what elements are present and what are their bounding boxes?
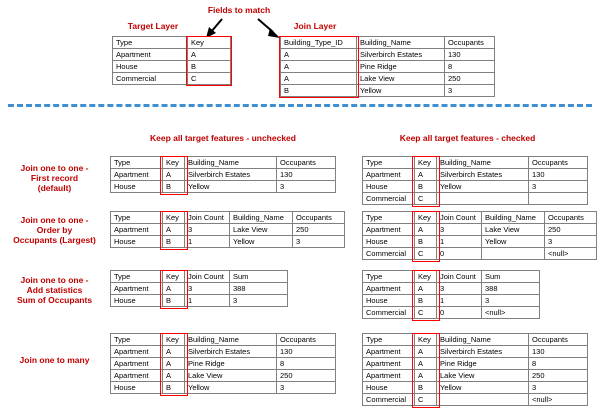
table-row (281, 61, 495, 73)
table-header-row (111, 334, 336, 346)
column-header: Occupants (277, 157, 336, 169)
cell: Yellow (185, 181, 277, 193)
cell: Apartment (111, 169, 163, 181)
cell: Lake View (230, 224, 293, 236)
fields-to-match-label: Fields to match (207, 5, 271, 15)
cell (529, 193, 588, 205)
cell: 130 (277, 169, 336, 181)
cell: A (188, 49, 231, 61)
cell: 3 (529, 181, 588, 193)
cell: Commercial (363, 394, 415, 406)
cell: House (111, 181, 163, 193)
cell: 8 (445, 61, 495, 73)
column-header-unchecked: Keep all target features - unchecked (150, 133, 296, 143)
row-label-line: Add statistics (26, 285, 83, 296)
table-row (111, 224, 345, 236)
cell: 3 (277, 181, 336, 193)
cell: B (415, 236, 437, 248)
cell: A (163, 346, 185, 358)
cell: 3 (482, 295, 540, 307)
table-row (113, 49, 231, 61)
cell: 3 (437, 224, 482, 236)
column-header: Building_Name (185, 334, 277, 346)
cell: 3 (293, 236, 345, 248)
table-r3c2 (362, 270, 540, 319)
cell: Yellow (437, 181, 529, 193)
cell: C (415, 394, 437, 406)
column-header: Building_Name (185, 157, 277, 169)
cell (437, 193, 529, 205)
row-label-line: Order by (36, 225, 73, 236)
table-r2c2-wrapper (362, 211, 597, 260)
table-row (363, 283, 540, 295)
row-label-order-by (2, 215, 107, 246)
cell: Apartment (363, 224, 415, 236)
cell: 130 (529, 346, 588, 358)
cell: 1 (437, 295, 482, 307)
table-r1c2 (362, 156, 588, 205)
cell: A (415, 169, 437, 181)
cell: Silverbirch Estates (185, 346, 277, 358)
cell: B (415, 181, 437, 193)
table-r4c2-wrapper (362, 333, 588, 406)
cell: A (415, 358, 437, 370)
cell: Apartment (111, 358, 163, 370)
cell: A (415, 283, 437, 295)
column-header: Occupants (293, 212, 345, 224)
table-row (111, 370, 336, 382)
cell: B (163, 295, 185, 307)
cell: C (415, 248, 437, 260)
column-header: Building_Type_ID (281, 37, 357, 49)
column-header: Join Count (437, 271, 482, 283)
cell: House (111, 295, 163, 307)
table-row (363, 382, 588, 394)
cell: A (281, 61, 357, 73)
cell: Silverbirch Estates (357, 49, 445, 61)
cell: Pine Ridge (357, 61, 445, 73)
table-row (111, 236, 345, 248)
cell: House (113, 61, 188, 73)
row-label-line: (default) (37, 183, 72, 194)
cell: C (415, 193, 437, 205)
row-label-line: Occupants (Largest) (13, 235, 96, 246)
cell: 8 (277, 358, 336, 370)
table-header-row (111, 157, 336, 169)
cell (482, 248, 545, 260)
table-header-row (111, 271, 288, 283)
table-row (363, 358, 588, 370)
column-header: Sum (482, 271, 540, 283)
cell: 130 (445, 49, 495, 61)
cell: Lake View (437, 370, 529, 382)
cell: A (415, 224, 437, 236)
cell: 130 (277, 346, 336, 358)
cell: Apartment (111, 370, 163, 382)
cell: B (163, 236, 185, 248)
cell: Silverbirch Estates (437, 346, 529, 358)
target-layer-label: Target Layer (127, 21, 179, 31)
cell: Yellow (230, 236, 293, 248)
column-header: Join Count (185, 271, 230, 283)
cell: House (111, 236, 163, 248)
cell: Yellow (357, 85, 445, 97)
table-row (363, 181, 588, 193)
cell: 3 (185, 283, 230, 295)
row-label-add-statistics (2, 275, 107, 306)
column-header: Type (111, 157, 163, 169)
table-row (363, 346, 588, 358)
column-header: Building_Name (230, 212, 293, 224)
column-header: Key (415, 271, 437, 283)
column-header-checked: Keep all target features - checked (399, 133, 536, 143)
cell: Apartment (363, 358, 415, 370)
cell: C (415, 307, 437, 319)
table-row (281, 73, 495, 85)
join-layer-table-wrapper (280, 36, 495, 97)
cell: B (281, 85, 357, 97)
cell: Apartment (363, 346, 415, 358)
column-header: Type (363, 212, 415, 224)
row-label-line: Sum of Occupants (16, 295, 93, 306)
cell: 250 (445, 73, 495, 85)
table-row (363, 248, 597, 260)
table-row (363, 169, 588, 181)
column-header: Occupants (545, 212, 597, 224)
table-row (363, 370, 588, 382)
cell: B (163, 181, 185, 193)
column-header: Building_Name (437, 334, 529, 346)
cell: Commercial (363, 193, 415, 205)
cell: A (163, 283, 185, 295)
table-r2c1 (110, 211, 345, 248)
cell: <null> (529, 394, 588, 406)
row-label-line: Join one to one - (20, 163, 89, 173)
table-row (363, 193, 588, 205)
cell: Lake View (185, 370, 277, 382)
cell: A (163, 169, 185, 181)
table-row (363, 394, 588, 406)
column-header: Occupants (529, 334, 588, 346)
table-header-row (281, 37, 495, 49)
cell: 0 (437, 307, 482, 319)
cell: Apartment (363, 283, 415, 295)
column-header: Key (188, 37, 231, 49)
table-row (363, 236, 597, 248)
cell: 3 (437, 283, 482, 295)
cell: B (415, 295, 437, 307)
column-header: Type (111, 212, 163, 224)
cell: 1 (437, 236, 482, 248)
row-label-line: Join one to one - (20, 275, 89, 285)
row-label-first-record (2, 163, 107, 194)
cell: A (281, 73, 357, 85)
table-r2c2 (362, 211, 597, 260)
table-r4c1 (110, 333, 336, 394)
table-r1c2-wrapper (362, 156, 588, 205)
cell: 250 (277, 370, 336, 382)
column-header: Building_Name (482, 212, 545, 224)
cell: Commercial (113, 73, 188, 85)
cell: Yellow (482, 236, 545, 248)
table-row (111, 283, 288, 295)
cell: C (188, 73, 231, 85)
table-r1c1-wrapper (110, 156, 336, 193)
cell: Pine Ridge (437, 358, 529, 370)
column-header: Type (363, 271, 415, 283)
join-layer-label: Join Layer (293, 21, 337, 31)
cell: <null> (482, 307, 540, 319)
target-layer-table (112, 36, 231, 85)
column-header: Occupants (277, 334, 336, 346)
column-header: Occupants (529, 157, 588, 169)
cell: <null> (545, 248, 597, 260)
table-row (281, 49, 495, 61)
cell: B (415, 382, 437, 394)
cell: 0 (437, 248, 482, 260)
cell: A (163, 370, 185, 382)
table-header-row (363, 271, 540, 283)
cell: Apartment (113, 49, 188, 61)
column-header: Key (415, 212, 437, 224)
column-header: Type (111, 334, 163, 346)
table-header-row (113, 37, 231, 49)
column-header: Sum (230, 271, 288, 283)
cell: House (363, 181, 415, 193)
cell: A (163, 224, 185, 236)
table-row (111, 181, 336, 193)
table-r4c2 (362, 333, 588, 406)
table-row (363, 295, 540, 307)
cell: 1 (185, 236, 230, 248)
cell: 3 (277, 382, 336, 394)
cell: House (363, 236, 415, 248)
table-r3c1 (110, 270, 288, 307)
table-row (281, 85, 495, 97)
table-row (113, 73, 231, 85)
cell: 388 (230, 283, 288, 295)
cell: Yellow (185, 382, 277, 394)
cell: A (415, 370, 437, 382)
column-header: Type (111, 271, 163, 283)
target-layer-table-wrapper (112, 36, 231, 85)
cell: House (363, 382, 415, 394)
cell: 3 (529, 382, 588, 394)
row-label-line: Join one to one - (20, 215, 89, 225)
column-header: Join Count (437, 212, 482, 224)
table-row (363, 224, 597, 236)
row-label-one-to-many (2, 355, 107, 365)
cell: 3 (230, 295, 288, 307)
cell: House (111, 382, 163, 394)
table-r3c2-wrapper (362, 270, 540, 319)
column-header: Key (415, 334, 437, 346)
column-header: Type (363, 157, 415, 169)
cell: 388 (482, 283, 540, 295)
column-header: Occupants (445, 37, 495, 49)
cell: B (188, 61, 231, 73)
cell: 3 (545, 236, 597, 248)
cell: Commercial (363, 307, 415, 319)
table-row (363, 307, 540, 319)
cell: Commercial (363, 248, 415, 260)
cell: 8 (529, 358, 588, 370)
column-header: Join Count (185, 212, 230, 224)
cell: House (363, 295, 415, 307)
table-r3c1-wrapper (110, 270, 288, 307)
cell: 250 (545, 224, 597, 236)
cell: A (415, 346, 437, 358)
row-label-line: Join one to many (19, 355, 90, 365)
column-header: Building_Name (437, 157, 529, 169)
cell: Lake View (357, 73, 445, 85)
cell: Silverbirch Estates (437, 169, 529, 181)
table-r4c1-wrapper (110, 333, 336, 394)
table-r1c1 (110, 156, 336, 193)
table-row (113, 61, 231, 73)
cell: 130 (529, 169, 588, 181)
column-header: Key (163, 271, 185, 283)
cell: B (163, 382, 185, 394)
table-row (111, 295, 288, 307)
cell: A (281, 49, 357, 61)
column-header: Key (163, 212, 185, 224)
table-header-row (363, 212, 597, 224)
cell: A (163, 358, 185, 370)
cell: 3 (445, 85, 495, 97)
section-divider (8, 104, 592, 107)
cell: Yellow (437, 382, 529, 394)
cell: Apartment (111, 224, 163, 236)
cell: Apartment (363, 169, 415, 181)
column-header: Key (163, 157, 185, 169)
table-row (111, 382, 336, 394)
row-label-line: First record (30, 173, 79, 184)
column-header: Type (363, 334, 415, 346)
column-header: Key (163, 334, 185, 346)
cell: Apartment (111, 346, 163, 358)
column-header: Building_Name (357, 37, 445, 49)
cell: Apartment (363, 370, 415, 382)
cell: 250 (529, 370, 588, 382)
cell: Silverbirch Estates (185, 169, 277, 181)
table-row (111, 358, 336, 370)
table-row (111, 169, 336, 181)
cell: Lake View (482, 224, 545, 236)
column-header: Type (113, 37, 188, 49)
table-header-row (111, 212, 345, 224)
column-header: Key (415, 157, 437, 169)
cell: 1 (185, 295, 230, 307)
table-header-row (363, 157, 588, 169)
cell: 3 (185, 224, 230, 236)
cell (437, 394, 529, 406)
cell: 250 (293, 224, 345, 236)
cell: Pine Ridge (185, 358, 277, 370)
join-layer-table (280, 36, 495, 97)
cell: Apartment (111, 283, 163, 295)
table-r2c1-wrapper (110, 211, 345, 248)
table-header-row (363, 334, 588, 346)
table-row (111, 346, 336, 358)
